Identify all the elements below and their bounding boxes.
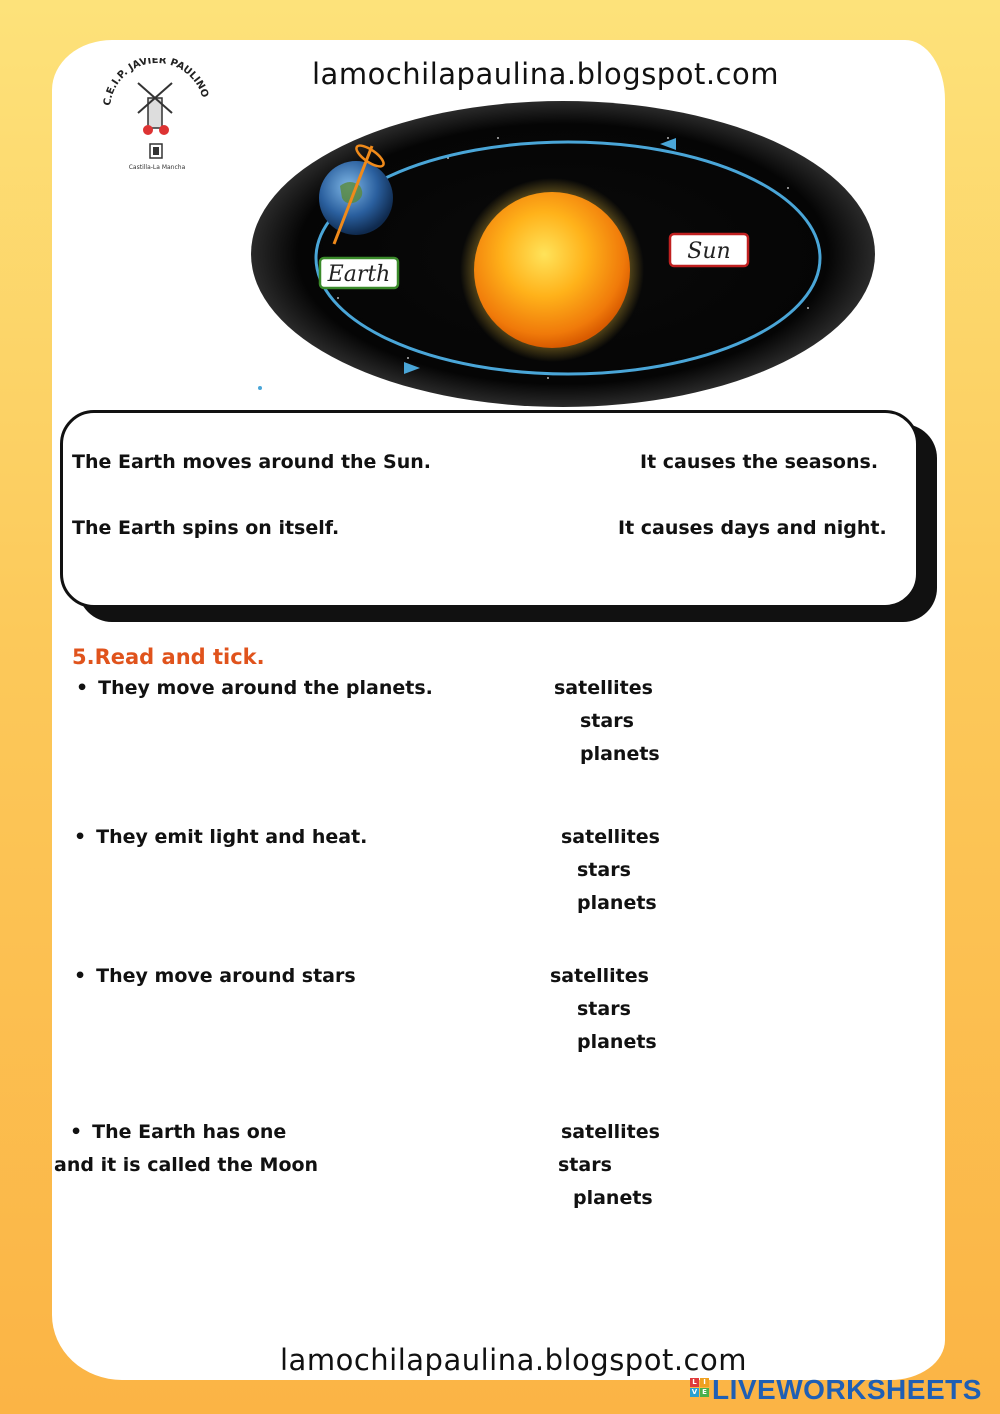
region-text: Castilla-La Mancha [128,164,186,171]
question-2-text: • They emit light and heat. [74,826,367,848]
q2-option-satellites[interactable]: satellites [561,826,660,848]
q3-option-planets[interactable]: planets [577,1031,657,1053]
facts-box [60,410,919,608]
earth-label: Earth [327,262,391,287]
q3-option-stars[interactable]: stars [577,998,631,1020]
q4-option-stars[interactable]: stars [558,1154,612,1176]
q1-option-planets[interactable]: planets [580,743,660,765]
logo-cube-icon-3: V [691,1388,698,1396]
fact-spins-on-itself: The Earth spins on itself. [72,517,340,539]
logo-cube-icon: L [690,1378,699,1387]
small-star-dot [258,386,262,390]
liveworksheets-logo [690,1376,990,1406]
question-1-text: • They move around the planets. [76,677,433,699]
earth-sun-orbit-diagram [248,98,878,410]
q4-option-satellites[interactable]: satellites [561,1121,660,1143]
liveworksheets-brand: LIVEWORKSHEETS [712,1374,982,1405]
question-3-text: • They move around stars [74,965,356,987]
q3-option-satellites[interactable]: satellites [550,965,649,987]
q4-option-planets[interactable]: planets [573,1187,653,1209]
school-logo-text: C.E.I.P. JAVIER PAULINO [102,58,211,107]
q1-option-satellites[interactable]: satellites [554,677,653,699]
q2-option-stars[interactable]: stars [577,859,631,881]
sun-label: Sun [687,239,731,264]
site-url-footer: lamochilapaulina.blogspot.com [280,1343,747,1377]
question-4-text-line2: and it is called the Moon [54,1154,319,1176]
q2-option-planets[interactable]: planets [577,892,657,914]
sun [474,192,630,348]
site-url-header: lamochilapaulina.blogspot.com [312,57,779,91]
q1-option-stars[interactable]: stars [580,710,634,732]
exercise-heading: 5.Read and tick. [72,645,265,669]
logo-cube-icon-2: I [700,1378,709,1387]
fact-causes-seasons: It causes the seasons. [640,451,879,473]
question-4-text: • The Earth has one [70,1121,286,1143]
school-logo [98,58,216,176]
logo-cube-icon-4: E [700,1388,709,1397]
fact-moves-around-sun: The Earth moves around the Sun. [72,451,432,473]
fact-causes-days-night: It causes days and night. [618,517,887,539]
